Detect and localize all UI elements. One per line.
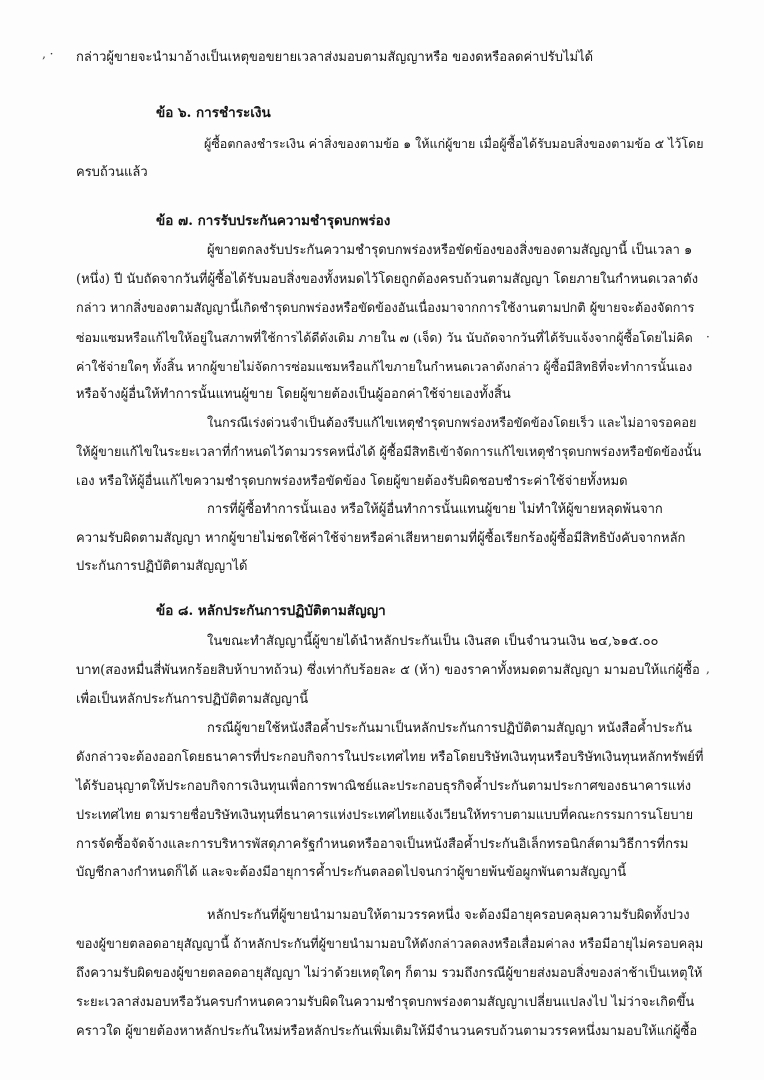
clause8-heading: ข้อ ๘. หลักประกันการปฏิบัติตามสัญญา: [156, 603, 386, 619]
scan-mark: ‚ ·: [42, 47, 54, 61]
clause8-p2-line: ประเทศไทย ตามรายชื่อบริษัทเงินทุนที่ธนาคารแห่งประเทศไทยแจ้งเวียนให้ทราบตามแบบที่คณะกรรมการนโยบาย: [76, 808, 694, 823]
clause8-p3-line: ถึงความรับผิดของผู้ขายตลอดอายุสัญญา ไม่ว่าด้วยเหตุใดๆ ก็ตาม รวมถึงกรณีผู้ขายส่งมอบสิ่งของล่าช้าเป็นเหตุให้: [76, 966, 703, 981]
clause7-p2-line: ในกรณีเร่งด่วนจำเป็นต้องรีบแก้ไขเหตุชำรุดบกพร่องหรือขัดข้องโดยเร็ว และไม่อาจรอคอย: [207, 416, 697, 431]
clause8-p3-line: ระยะเวลาส่งมอบหรือวันครบกำหนดความรับผิดในความชำรุดบกพร่องตามสัญญาเปลี่ยนแปลงไป ไม่ว่าจะเกิดขึ้น: [76, 995, 695, 1010]
clause7-p1-line: กล่าว หากสิ่งของตามสัญญานี้เกิดชำรุดบกพร่องหรือขัดข้องอันเนื่องมาจากการใช้งานตามปกติ ผู้ขายจะต้องจัดการ: [76, 301, 695, 316]
clause6-heading: ข้อ ๖. การชำระเงิน: [156, 105, 271, 121]
clause7-p3-line: ความรับผิดตามสัญญา หากผู้ขายไม่ชดใช้ค่าใช้จ่ายหรือค่าเสียหายตามที่ผู้ซื้อเรียกร้องผู้ซื้อมีสิทธิบังคับจากหลัก: [76, 531, 686, 546]
clause7-p1-line: หรือจ้างผู้อื่นให้ทำการนั้นแทนผู้ขาย โดยผู้ขายต้องเป็นผู้ออกค่าใช้จ่ายเองทั้งสิ้น: [76, 387, 511, 402]
clause8-p3-line: คราวใด ผู้ขายต้องหาหลักประกันใหม่หรือหลักประกันเพิ่มเติมให้มีจำนวนครบถ้วนตามวรรคหนึ่งมามอบให้แก่ผู้ซื้อ: [76, 1024, 698, 1039]
clause8-p2-line: บัญชีกลางกำหนดก็ได้ และจะต้องมีอายุการค้ำประกันตลอดไปจนกว่าผู้ขายพ้นข้อผูกพันตามสัญญานี้: [76, 865, 627, 880]
clause7-p1-line: (หนึ่ง) ปี นับถัดจากวันที่ผู้ซื้อได้รับมอบสิ่งของทั้งหมดไว้โดยถูกต้องครบถ้วนตามสัญญา โดยภายในกำหนดเวลาดัง: [76, 272, 699, 287]
clause8-p1-line: เพื่อเป็นหลักประกันการปฏิบัติตามสัญญานี้: [76, 692, 309, 707]
clause8-p3-line: ของผู้ขายตลอดอายุสัญญานี้ ถ้าหลักประกันที่ผู้ขายนำมามอบให้ดังกล่าวลดลงหรือเสื่อมค่าลง หรือมีอายุไม่ครอบคลุม: [76, 937, 704, 952]
clause6-line: ผู้ซื้อตกลงชำระเงิน ค่าสิ่งของตามข้อ ๑ ให้แก่ผู้ขาย เมื่อผู้ซื้อได้รับมอบสิ่งของตามข้อ ๕ ไว้โดย: [204, 136, 704, 151]
clause7-p1-line: ค่าใช้จ่ายใดๆ ทั้งสิ้น หากผู้ขายไม่จัดการซ่อมแซมหรือแก้ไขภายในกำหนดเวลาดังกล่าว ผู้ซื้อมีสิทธิที่จะทำการนั้นเอง: [76, 359, 693, 374]
scan-mark: ,: [706, 662, 710, 676]
clause7-p2-line: เอง หรือให้ผู้อื่นแก้ไขความชำรุดบกพร่องหรือขัดข้อง โดยผู้ขายต้องรับผิดชอบชำระค่าใช้จ่ายทั้งหมด: [76, 474, 628, 489]
clause7-p3-line: ประกันการปฏิบัติตามสัญญาได้: [76, 559, 248, 574]
clause7-p1-line: ซ่อมแซมหรือแก้ไขให้อยู่ในสภาพที่ใช้การได้ดีดังเดิม ภายใน ๗ (เจ็ด) วัน นับถัดจากวันที่ได้รับแจ้งจากผู้ซื้อโดยไม่คิด: [76, 330, 693, 345]
clause7-p2-line: ให้ผู้ขายแก้ไขในระยะเวลาที่กำหนดไว้ตามวรรคหนึ่งได้ ผู้ซื้อมีสิทธิเข้าจัดการแก้ไขเหตุชำรุดบกพร่องหรือขัดข้องนั้น: [76, 445, 702, 460]
clause8-p2-line: ได้รับอนุญาตให้ประกอบกิจการเงินทุนเพื่อการพาณิชย์และประกอบธุรกิจค้ำประกันตามประกาศของธนาคารแห่ง: [76, 779, 692, 794]
intro-line: กล่าวผู้ขายจะนำมาอ้างเป็นเหตุขอขยายเวลาส่งมอบตามสัญญาหรือ ของดหรือลดค่าปรับไม่ได้: [76, 50, 594, 65]
clause8-p2-line: ดังกล่าวจะต้องออกโดยธนาคารที่ประกอบกิจการในประเทศไทย หรือโดยบริษัทเงินทุนหรือบริษัทเงินทุนหลักทรัพย์ที่: [76, 750, 704, 765]
clause8-p1-line: บาท(สองหมื่นสี่พันหกร้อยสิบห้าบาทถ้วน) ซึ่งเท่ากับร้อยละ ๕ (ห้า) ของราคาทั้งหมดตามสัญญา มามอบให้แก่ผู้ซื้อ: [76, 663, 700, 678]
clause7-heading: ข้อ ๗. การรับประกันความชำรุดบกพร่อง: [156, 213, 391, 229]
scan-mark: ·: [706, 330, 710, 344]
clause7-p3-line: การที่ผู้ซื้อทำการนั้นเอง หรือให้ผู้อื่นทำการนั้นแทนผู้ขาย ไม่ทำให้ผู้ขายหลุดพ้นจาก: [207, 502, 663, 517]
clause8-p3-line: หลักประกันที่ผู้ขายนำมามอบให้ตามวรรคหนึ่ง จะต้องมีอายุครอบคลุมความรับผิดทั้งปวง: [207, 908, 690, 923]
clause8-p2-line: การจัดซื้อจัดจ้างและการบริหารพัสดุภาครัฐกำหนดหรืออาจเป็นหนังสือค้ำประกันอิเล็กทรอนิกส์ตามวิธีการที่กรม: [76, 837, 689, 852]
clause6-line: ครบถ้วนแล้ว: [76, 165, 148, 180]
clause8-p2-line: กรณีผู้ขายใช้หนังสือค้ำประกันมาเป็นหลักประกันการปฏิบัติตามสัญญา หนังสือค้ำประกัน: [207, 721, 693, 736]
clause8-p1-line: ในขณะทำสัญญานี้ผู้ขายได้นำหลักประกันเป็น เงินสด เป็นจำนวนเงิน ๒๔,๖๑๕.๐๐: [207, 634, 659, 649]
clause7-p1-line: ผู้ขายตกลงรับประกันความชำรุดบกพร่องหรือขัดข้องของสิ่งของตามสัญญานี้ เป็นเวลา ๑: [207, 243, 693, 258]
